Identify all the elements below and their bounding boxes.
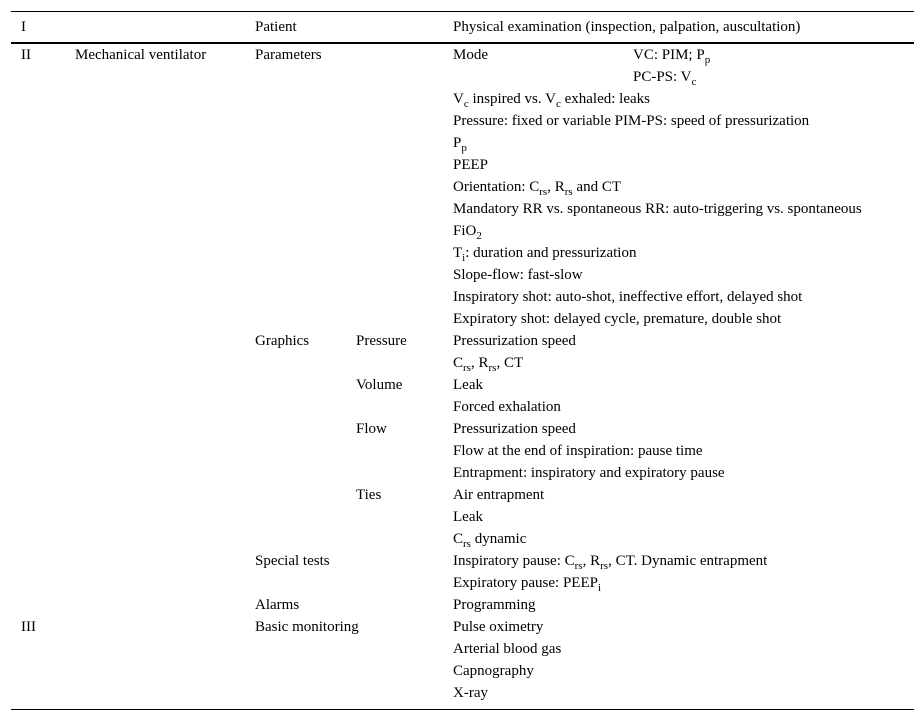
- graphics-ties-item: Air entrapment: [453, 487, 545, 503]
- graphics-pressure-item: Pressurization speed: [453, 333, 576, 349]
- header-patient: Patient: [255, 19, 297, 35]
- param-insp-shot: Inspiratory shot: auto-shot, ineffective effort, delayed shot: [453, 289, 803, 305]
- monitoring-item: Pulse oximetry: [453, 619, 544, 635]
- section-ii-label: Mechanical ventilator: [75, 47, 207, 63]
- alarms-item: Programming: [453, 597, 536, 613]
- param-pp: $P_p$: [453, 135, 467, 154]
- graphics-ties-item: $C_{rs}$ dynamic: [453, 531, 527, 550]
- graphics-flow-item: Entrapment: inspiratory and expiratory pause: [453, 465, 725, 481]
- special-exp-pause: Expiratory pause: $PEEP_i$: [453, 575, 602, 594]
- param-orientation: Orientation: $C_{rs}$, $R_{rs}$ and CT: [453, 179, 621, 198]
- special-insp-pause: Inspiratory pause: $C_{rs}$, $R_{rs}$, CT. Dynamic entrapment: [453, 553, 768, 572]
- special-tests-label: Special tests: [255, 553, 330, 569]
- examination-table: [11, 11, 914, 710]
- graphics-pressure-item: $C_{rs}$, $R_{rs}$, CT: [453, 355, 524, 374]
- graphics-volume-item: Forced exhalation: [453, 399, 561, 415]
- param-slope: Slope-flow: fast-slow: [453, 267, 583, 283]
- mode-pcps: PC-PS: $V_c$: [633, 69, 697, 88]
- graphics-flow-item: Pressurization speed: [453, 421, 576, 437]
- section-iii-level: III: [21, 619, 36, 635]
- monitoring-item: X-ray: [453, 685, 488, 701]
- graphics-volume-label: Volume: [356, 377, 403, 393]
- param-ti: $T_i$: duration and pressurization: [453, 245, 637, 264]
- param-exp-shot: Expiratory shot: delayed cycle, premature, double shot: [453, 311, 782, 327]
- alarms-label: Alarms: [255, 597, 300, 613]
- top-rule: [11, 11, 914, 12]
- monitoring-item: Capnography: [453, 663, 534, 679]
- param-fio2: FiO$_2$: [453, 223, 482, 242]
- bottom-rule: [11, 709, 914, 710]
- graphics-volume-item: Leak: [453, 377, 483, 393]
- monitoring-item: Arterial blood gas: [453, 641, 562, 657]
- graphics-ties-item: Leak: [453, 509, 483, 525]
- graphics-label: Graphics: [255, 333, 310, 349]
- parameters-label: Parameters: [255, 47, 322, 63]
- mode-label: Mode: [453, 47, 488, 63]
- graphics-flow-item: Flow at the end of inspiration: pause time: [453, 443, 703, 459]
- param-pressure: Pressure: fixed or variable PIM-PS: speed of pressurization: [453, 113, 810, 129]
- header-exam: Physical examination (inspection, palpation, auscultation): [453, 19, 801, 35]
- graphics-pressure-label: Pressure: [356, 333, 407, 349]
- section-ii-level: II: [21, 47, 31, 63]
- graphics-ties-label: Ties: [356, 487, 382, 503]
- param-rr: Mandatory RR vs. spontaneous RR: auto-triggering vs. spontaneous: [453, 201, 862, 217]
- param-peep: PEEP: [453, 157, 489, 173]
- graphics-flow-label: Flow: [356, 421, 387, 437]
- param-vc-leaks: $V_c$ inspired vs. $V_c$ exhaled: leaks: [453, 91, 650, 110]
- header-level: I: [21, 19, 26, 35]
- mode-vc: VC: PIM; $P_p$: [633, 47, 711, 66]
- basic-monitoring-label: Basic monitoring: [255, 619, 359, 635]
